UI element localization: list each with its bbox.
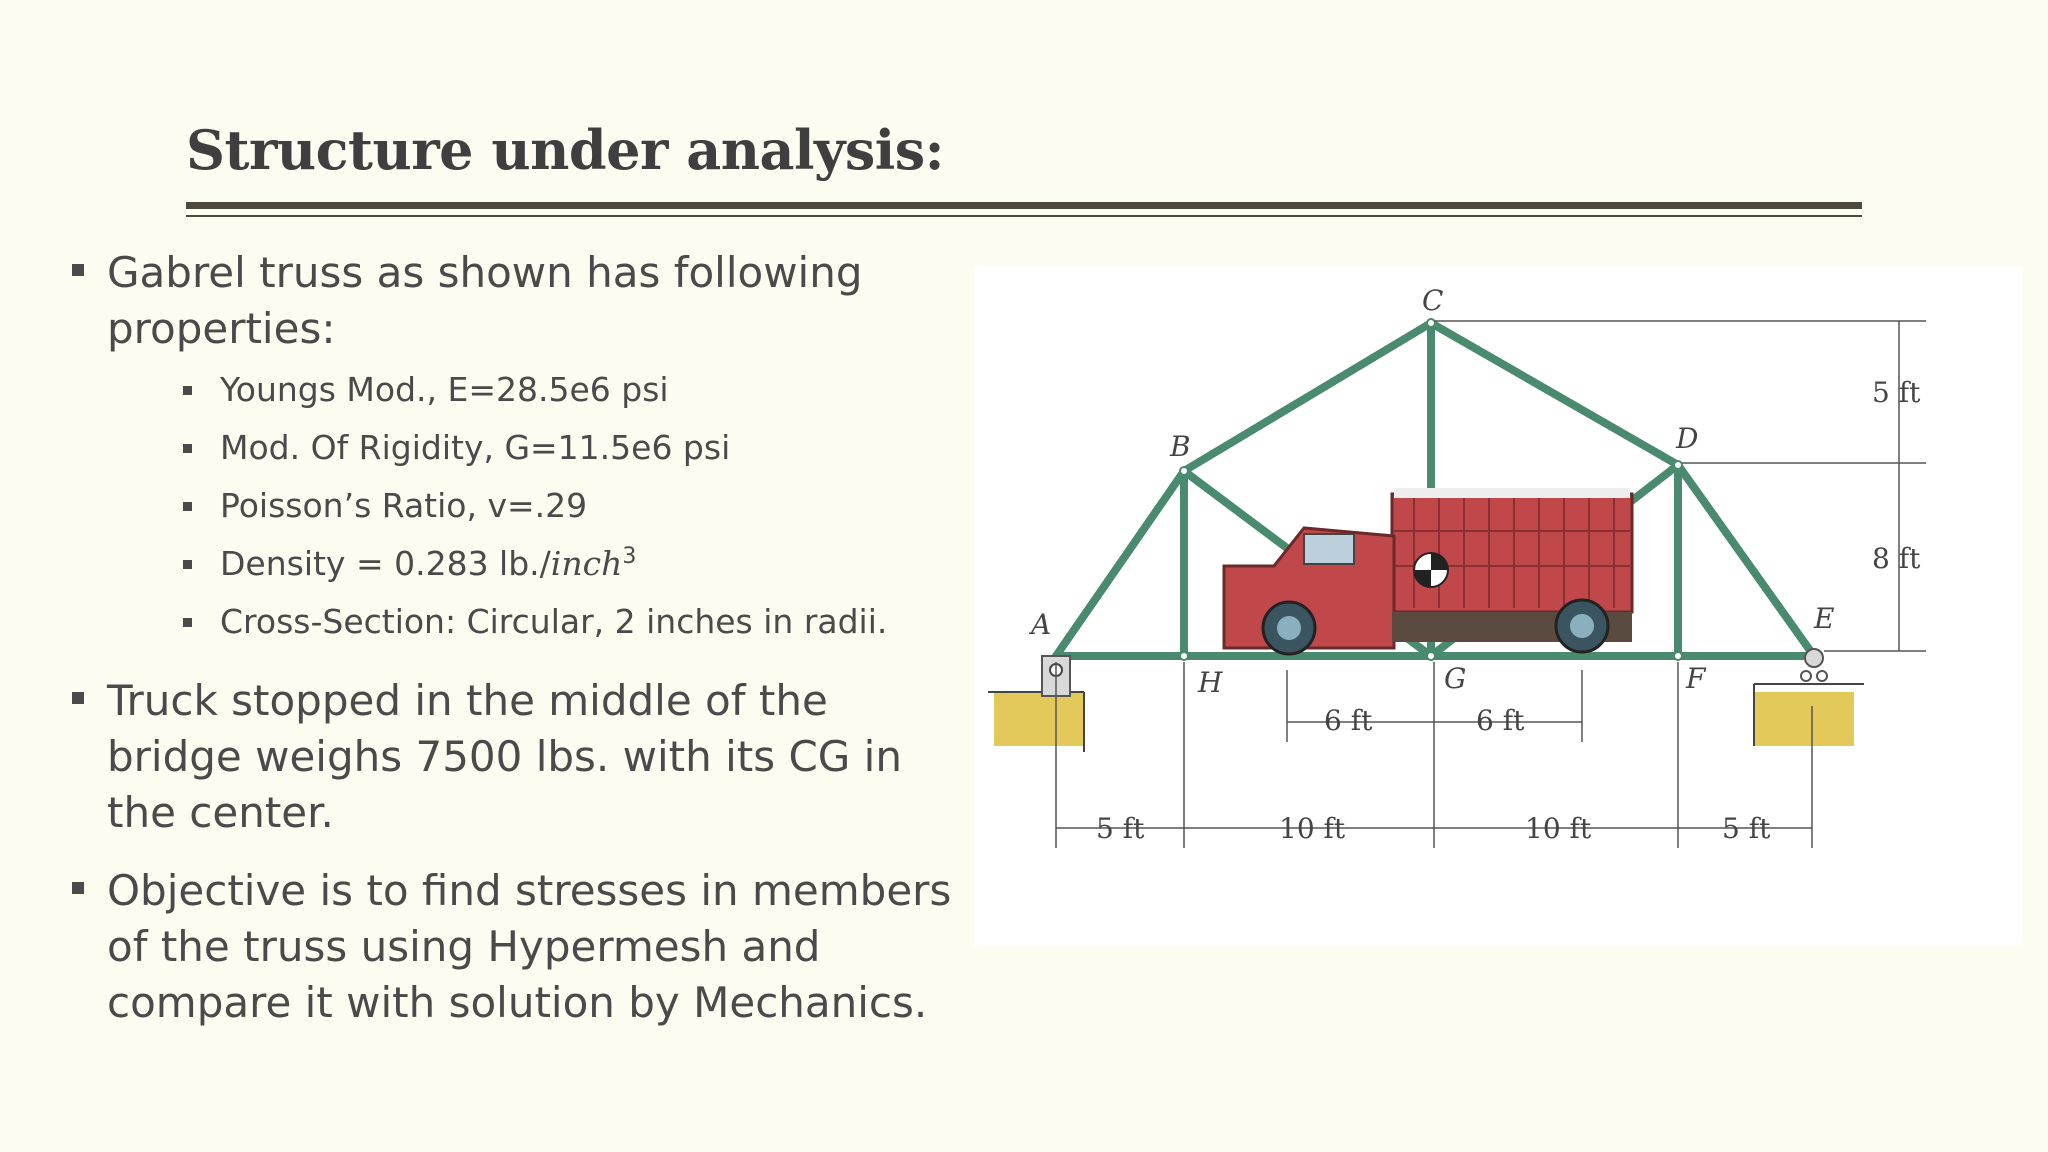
truss-figure (974, 266, 2022, 946)
bullet-marker (72, 264, 84, 276)
sub-bullet-marker (183, 386, 192, 395)
bullet-list (72, 245, 972, 1053)
span-dimension-2: 10 ft (1279, 812, 1346, 845)
property-list (183, 361, 972, 651)
span-dimension-4: 5 ft (1722, 812, 1771, 845)
bullet-marker (72, 692, 84, 704)
node-label-d: D (1676, 422, 1699, 455)
truck-offset-right: 6 ft (1476, 704, 1525, 737)
height-dimension-5ft: 5 ft (1872, 376, 1921, 409)
node-label-h: H (1198, 666, 1223, 699)
sub-bullet-marker (183, 444, 192, 453)
bullet-text: Truck stopped in the middle of the bridge weighs 7500 lbs. with its CG in the center. (107, 676, 902, 837)
node-label-f: F (1686, 662, 1706, 695)
node-label-g: G (1444, 662, 1467, 695)
property-youngs-modulus: Youngs Mod., E=28.5e6 psi (183, 361, 972, 419)
span-dimension-1: 5 ft (1096, 812, 1145, 845)
roller-support (1805, 649, 1823, 667)
node-label-e: E (1814, 602, 1835, 635)
property-poisson: Poisson’s Ratio, v=.29 (183, 477, 972, 535)
bullet-objective (72, 863, 972, 1031)
right-ground (1754, 692, 1854, 746)
property-density: Density = 0.283 lb./inch$^3$ (183, 535, 972, 593)
bullet-truss-properties (72, 245, 972, 651)
property-cross-section: Cross-Section: Circular, 2 inches in radii. (183, 593, 972, 651)
truck-offset-left: 6 ft (1324, 704, 1373, 737)
node-label-c: C (1422, 284, 1444, 317)
truss-diagram (974, 266, 2022, 946)
property-rigidity: Mod. Of Rigidity, G=11.5e6 psi (183, 419, 972, 477)
slide-title: Structure under analysis: (186, 118, 945, 182)
sub-bullet-marker (183, 560, 192, 569)
node-label-a: A (1031, 608, 1052, 641)
height-dimension-8ft: 8 ft (1872, 542, 1921, 575)
bullet-truck-load (72, 673, 972, 841)
bullet-marker (72, 882, 84, 894)
node-label-b: B (1170, 430, 1191, 463)
bullet-text: Objective is to find stresses in members of the truss using Hypermesh and compare it with solution by Mechanics. (107, 866, 952, 1027)
title-rule-thin (186, 215, 1862, 217)
span-dimension-3: 10 ft (1525, 812, 1592, 845)
left-ground (994, 692, 1084, 746)
bullet-text: Gabrel truss as shown has following properties: (107, 248, 863, 353)
title-rule-thick (186, 202, 1862, 209)
sub-bullet-marker (183, 502, 192, 511)
sub-bullet-marker (183, 618, 192, 627)
